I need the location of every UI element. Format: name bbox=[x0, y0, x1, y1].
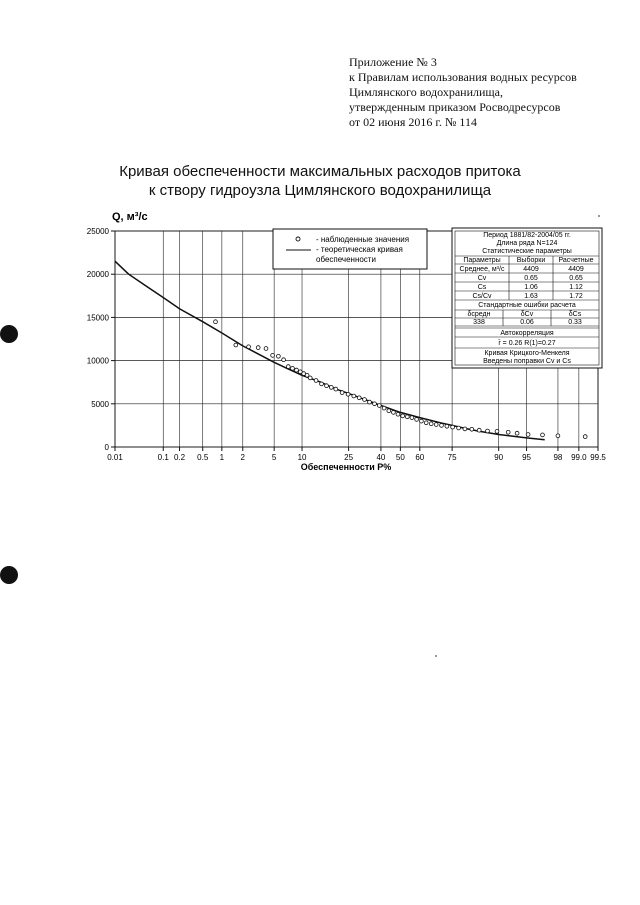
observed-point bbox=[486, 429, 490, 433]
observed-point bbox=[440, 424, 444, 428]
observed-point bbox=[470, 427, 474, 431]
observed-point bbox=[392, 411, 396, 415]
observed-point bbox=[506, 430, 510, 434]
observed-point bbox=[463, 427, 467, 431]
x-tick-label: 90 bbox=[494, 453, 504, 462]
observed-point bbox=[214, 320, 218, 324]
observed-point bbox=[445, 424, 449, 428]
observed-point bbox=[256, 346, 260, 350]
stats-cell: Среднее, м³/с bbox=[459, 266, 505, 273]
observed-point bbox=[434, 423, 438, 427]
observed-point bbox=[424, 421, 428, 425]
chart-title-line1: Кривая обеспеченности максимальных расходов притока bbox=[119, 163, 521, 180]
x-tick-label: 5 bbox=[271, 453, 277, 462]
legend-theoretical-label-1: - теоретическая кривая bbox=[316, 245, 403, 254]
observed-point bbox=[477, 428, 481, 432]
stats-period: Период 1881/82-2004/05 гг. bbox=[483, 232, 571, 239]
legend-observed-label: - наблюденные значения bbox=[316, 235, 410, 244]
x-tick-label: 75 bbox=[447, 453, 457, 462]
y-tick-label: 5000 bbox=[91, 399, 109, 409]
observed-point bbox=[264, 347, 268, 351]
observed-point bbox=[286, 365, 290, 369]
stats-curve-type: Кривая Крицкого-Менкеля bbox=[484, 350, 570, 357]
observed-point bbox=[382, 406, 386, 410]
stats-cell: 1.06 bbox=[524, 284, 538, 291]
stats-cell: 1.72 bbox=[569, 293, 583, 300]
x-tick-label: 25 bbox=[344, 453, 354, 462]
y-axis-label: Q, м³/с bbox=[112, 211, 148, 223]
x-tick-label: 95 bbox=[522, 453, 532, 462]
stats-cell: 4409 bbox=[523, 266, 539, 273]
stats-cell: Cs bbox=[477, 284, 487, 291]
stats-autocorr-value: r̄ = 0.26 R(1)=0.27 bbox=[498, 340, 556, 347]
observed-point bbox=[451, 425, 455, 429]
legend bbox=[273, 229, 427, 269]
observed-point bbox=[368, 400, 372, 404]
observed-point bbox=[234, 343, 238, 347]
observed-point bbox=[357, 396, 361, 400]
y-tick-label: 15000 bbox=[86, 313, 109, 323]
observed-point bbox=[457, 426, 461, 430]
observed-point bbox=[271, 354, 275, 358]
stats-col-header: Параметры bbox=[463, 257, 501, 264]
stats-error-value: 0.06 bbox=[520, 319, 534, 326]
stats-error-value: 338 bbox=[473, 319, 485, 326]
stats-cell: Cv bbox=[477, 275, 487, 282]
x-tick-label: 99.5 bbox=[590, 453, 606, 462]
x-tick-label: 50 bbox=[395, 453, 405, 462]
chart-title-line2: к створу гидроузла Цимлянского водохранилища bbox=[148, 182, 492, 199]
statistics-table bbox=[452, 228, 602, 368]
observed-point bbox=[363, 398, 367, 402]
observed-point bbox=[308, 376, 312, 380]
stats-cell: 1.12 bbox=[569, 284, 583, 291]
observed-point bbox=[291, 367, 295, 371]
observed-point bbox=[583, 435, 587, 439]
observed-point bbox=[396, 412, 400, 416]
stats-col-header: Выборки bbox=[516, 257, 546, 264]
stats-cell: 0.65 bbox=[569, 275, 583, 282]
x-tick-label: 40 bbox=[376, 453, 386, 462]
stats-error-value: 0.33 bbox=[568, 319, 582, 326]
header-line: утвержденным приказом Росводресурсов bbox=[349, 100, 561, 114]
observed-point bbox=[277, 354, 281, 358]
x-tick-label: 0.1 bbox=[157, 453, 169, 462]
observed-point bbox=[405, 415, 409, 419]
observed-point bbox=[282, 358, 286, 362]
observed-point bbox=[325, 384, 329, 388]
stats-error-header: δCs bbox=[568, 311, 582, 318]
observed-point bbox=[314, 379, 318, 383]
x-tick-label: 0.5 bbox=[197, 453, 209, 462]
observed-point bbox=[352, 394, 356, 398]
header-line: Приложение № 3 bbox=[349, 55, 437, 69]
x-tick-label: 1 bbox=[219, 453, 225, 462]
stats-errors-heading: Стандартные ошибки расчета bbox=[478, 302, 576, 309]
stats-cell: 0.65 bbox=[524, 275, 538, 282]
x-axis-label: Обеспеченности P% bbox=[300, 462, 392, 472]
stats-autocorr-heading: Автокорреляция bbox=[500, 330, 554, 337]
stats-error-header: δCv bbox=[520, 311, 534, 318]
observed-point bbox=[247, 345, 251, 349]
x-tick-label: 0.01 bbox=[107, 453, 123, 462]
x-tick-label: 10 bbox=[297, 453, 307, 462]
y-tick-label: 0 bbox=[104, 443, 109, 452]
observed-point bbox=[541, 433, 545, 437]
observed-point bbox=[410, 416, 414, 420]
observed-point bbox=[346, 392, 350, 396]
observed-point bbox=[415, 418, 419, 422]
header-line: Цимлянского водохранилища, bbox=[349, 85, 503, 99]
observed-point bbox=[515, 431, 519, 435]
observed-point bbox=[340, 391, 344, 395]
stats-col-header: Расчетные bbox=[558, 257, 594, 264]
y-tick-label: 10000 bbox=[86, 356, 109, 366]
observed-point bbox=[429, 422, 433, 426]
x-tick-label: 60 bbox=[415, 453, 425, 462]
observed-point bbox=[420, 419, 424, 423]
x-tick-label: 0.2 bbox=[173, 453, 186, 462]
observed-point bbox=[334, 387, 338, 391]
stats-correction: Введены поправки Cv и Cs bbox=[483, 358, 571, 365]
header-line: от 02 июня 2016 г. № 114 bbox=[349, 115, 477, 129]
observed-point bbox=[320, 382, 324, 386]
stats-error-header: δсредн bbox=[467, 311, 491, 318]
observed-point bbox=[526, 433, 530, 437]
observed-point bbox=[401, 414, 405, 418]
observed-point bbox=[373, 402, 377, 406]
stats-heading: Статистические параметры bbox=[482, 248, 572, 255]
legend-theoretical-label-2: обеспеченности bbox=[316, 255, 376, 264]
observed-point bbox=[387, 409, 391, 413]
header-line: к Правилам использования водных ресурсов bbox=[349, 70, 577, 84]
stats-cell: Cs/Cv bbox=[472, 293, 492, 300]
observed-point bbox=[329, 386, 333, 390]
stats-length: Длина ряда N=124 bbox=[496, 240, 558, 247]
y-tick-label: 25000 bbox=[86, 227, 109, 236]
x-tick-label: 2 bbox=[240, 453, 246, 462]
x-tick-label: 98 bbox=[553, 453, 563, 462]
observed-point bbox=[556, 434, 560, 438]
y-tick-label: 20000 bbox=[86, 270, 109, 280]
observed-point bbox=[295, 368, 299, 372]
observed-point bbox=[377, 404, 381, 408]
stats-cell: 1.63 bbox=[524, 293, 538, 300]
x-tick-label: 99.0 bbox=[571, 453, 587, 462]
stats-cell: 4409 bbox=[568, 266, 584, 273]
observed-point bbox=[495, 430, 499, 434]
